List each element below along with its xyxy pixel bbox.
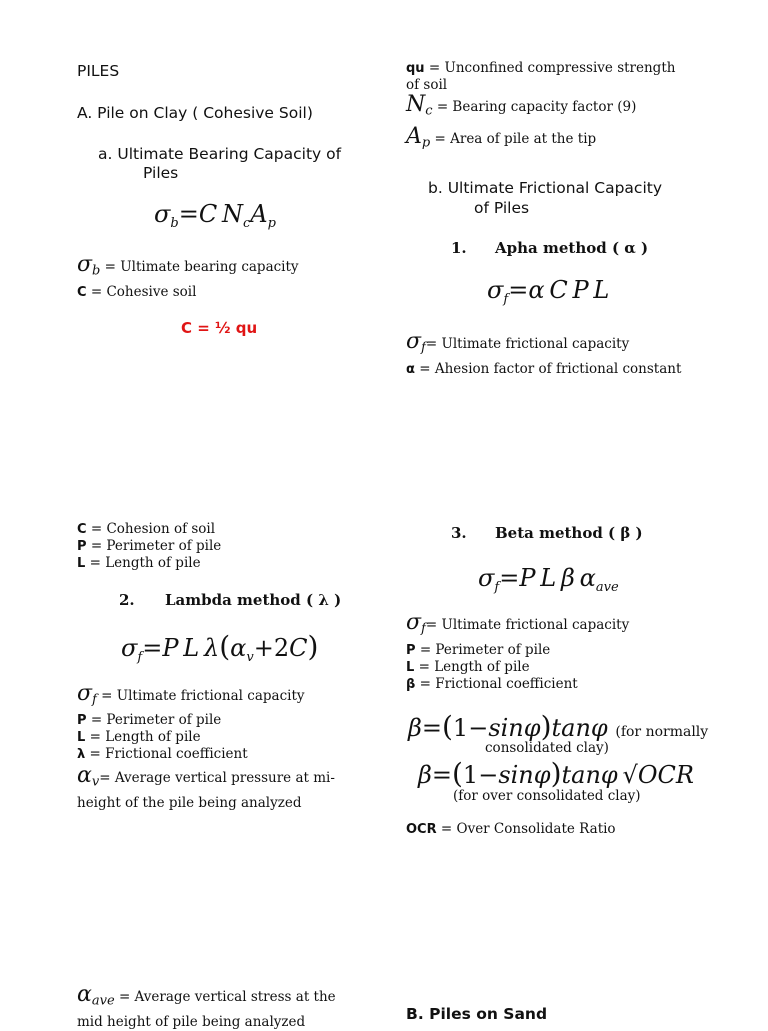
def-l-length-3: L = Length of pile [406, 659, 530, 675]
def-l-length: L = Length of pile [77, 555, 201, 571]
def-p-perimeter: P = Perimeter of pile [77, 538, 222, 554]
lambda-method-heading: Lambda method ( λ ) [165, 591, 342, 609]
def-c-cohesive: C = Cohesive soil [77, 284, 197, 300]
def-alpha-ave-line2: mid height of pile being analyzed [77, 1014, 306, 1030]
beta-over-consolidated-note: (for over consolidated clay) [453, 788, 641, 804]
def-sigma-f-alpha: $\sigma_f=$ Ultimate frictional capacity [406, 329, 630, 356]
beta-normally-consolidated-note: consolidated clay) [485, 740, 609, 756]
bearing-capacity-equation: $\sigma_b=C$ $N_cA_p$ [154, 200, 276, 231]
def-alpha-v-line2: height of the pile being analyzed [77, 795, 302, 811]
def-p-perimeter-3: P = Perimeter of pile [406, 642, 551, 658]
subsection-b-heading-line2: of Piles [474, 199, 530, 217]
def-alpha-v: $\alpha_v=$ Average vertical pressure at mi- [77, 763, 335, 790]
lambda-equation: $\sigma_f=P$ L $\lambda(\alpha_v+2C)$ [121, 630, 319, 665]
def-qu: qu = Unconfined compressive strength [406, 60, 676, 76]
def-sigma-f-lambda: $\sigma_f$ = Ultimate frictional capacity [77, 681, 305, 708]
def-c-cohesion: C = Cohesion of soil [77, 521, 216, 537]
c-half-qu-note: C = ½ qu [181, 319, 258, 337]
def-alpha: α = Ahesion factor of frictional constant [406, 361, 682, 377]
beta-equation: $\sigma_f=P$ L β $\alpha_{ave}$ [478, 564, 619, 595]
section-b-heading: B. Piles on Sand [406, 1005, 548, 1023]
beta-normally-consolidated-equation: β=(1−sinφ)tanφ (for normally [408, 710, 709, 743]
alpha-equation: $\sigma_f=\alpha$ C P L [487, 276, 610, 307]
def-sigma-b: $\sigma_b$ = Ultimate bearing capacity [77, 252, 299, 279]
def-ap: $A_p$ = Area of pile at the tip [406, 124, 597, 151]
lambda-number: 2. [119, 591, 135, 609]
def-nc: $N_c$ = Bearing capacity factor (9) [406, 92, 637, 119]
alpha-number: 1. [451, 239, 467, 257]
def-beta: β = Frictional coefficient [406, 676, 578, 692]
def-p-perimeter-2: P = Perimeter of pile [77, 712, 222, 728]
def-l-length-2: L = Length of pile [77, 729, 201, 745]
alpha-method-heading: Apha method ( α ) [495, 239, 649, 257]
def-sigma-f-beta: $\sigma_f=$ Ultimate frictional capacity [406, 610, 630, 637]
page-title: PILES [77, 62, 120, 80]
subsection-a-heading-line1: a. Ultimate Bearing Capacity of [98, 145, 342, 163]
def-ocr: OCR = Over Consolidate Ratio [406, 821, 616, 837]
def-alpha-ave: $\alpha_{ave}$ = Average vertical stress at the [77, 982, 336, 1009]
beta-over-consolidated-equation: β=(1−sinφ)tanφ √OCR [418, 757, 694, 790]
beta-method-heading: Beta method ( β ) [495, 524, 643, 542]
subsection-b-heading-line1: b. Ultimate Frictional Capacity [428, 179, 663, 197]
section-a-heading: A. Pile on Clay ( Cohesive Soil) [77, 104, 313, 122]
def-qu-line2: of soil [406, 77, 448, 93]
subsection-a-heading-line2: Piles [143, 164, 179, 182]
def-lambda: λ = Frictional coefficient [77, 746, 248, 762]
beta-number: 3. [451, 524, 467, 542]
